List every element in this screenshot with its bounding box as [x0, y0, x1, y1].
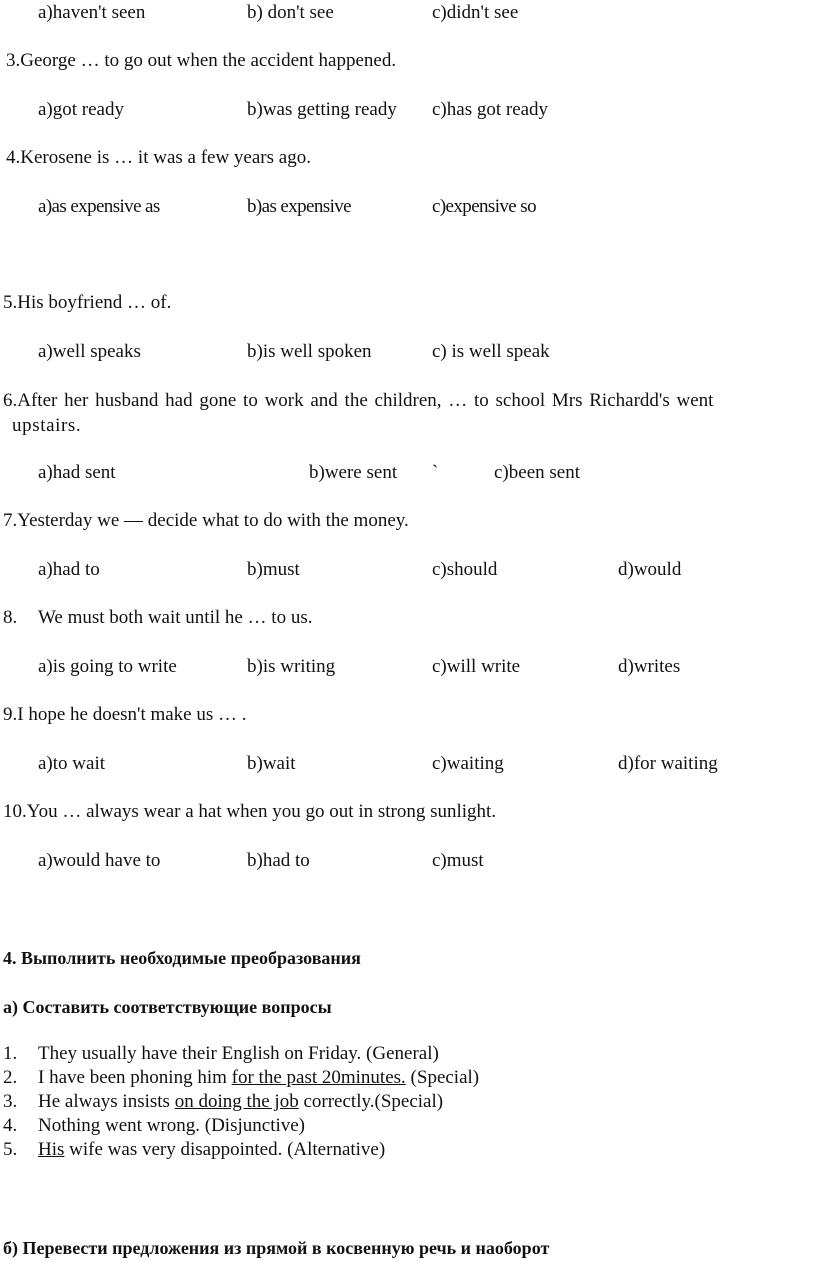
question-10: 10.You … always wear a hat when you go out in strong sunlight. [3, 801, 497, 822]
list-item-2-text-before: I have been phoning him [38, 1067, 232, 1088]
list-item-3-text-after: correctly.(Special) [298, 1091, 444, 1112]
q2-option-a: a)haven't seen [38, 2, 146, 23]
q7-option-b: b)must [247, 559, 300, 580]
list-item-5-underlined: His [38, 1139, 65, 1160]
q7-option-d: d)would [618, 559, 682, 580]
q9-option-b: b)wait [247, 753, 296, 774]
q7-option-c: c)should [432, 559, 498, 580]
list-item-1-number: 1. [3, 1043, 18, 1064]
q8-option-c: c)will write [432, 656, 521, 677]
list-item-5-number: 5. [3, 1139, 18, 1160]
q4-option-a: a)as expensive as [38, 196, 160, 217]
list-item-3-underlined: on doing the job [174, 1091, 299, 1112]
question-3: 3.George … to go out when the accident happened. [6, 50, 397, 71]
list-item-3-text-before: He always insists [38, 1091, 175, 1112]
q3-option-a: a)got ready [38, 99, 124, 120]
question-4: 4.Kerosene is … it was a few years ago. [6, 147, 311, 168]
question-6-line-2: upstairs. [12, 415, 82, 436]
list-item-1-text: They usually have their English on Friday. (General) [38, 1043, 439, 1064]
q6-option-c: c)been sent [494, 462, 580, 483]
q9-option-c: c)waiting [432, 753, 504, 774]
list-item-3-number: 3. [3, 1091, 18, 1112]
q9-option-d: d)for waiting [618, 753, 718, 774]
question-8-number: 8. [3, 607, 18, 628]
question-6-line-1: 6.After her husband had gone to work and the children, … to school Mrs Richardd's went [3, 390, 714, 411]
q9-option-a: a)to wait [38, 753, 106, 774]
list-item-4-text: Nothing went wrong. (Disjunctive) [38, 1115, 306, 1136]
list-item-4 [38, 1115, 305, 1137]
q6-stray-mark: ` [432, 462, 439, 483]
q3-option-c: c)has got ready [432, 99, 549, 120]
q5-option-c: c) is well speak [432, 341, 550, 362]
q2-option-b: b) don't see [247, 2, 334, 23]
section-4-heading: 4. Выполнить необходимые преобразования [3, 948, 361, 968]
q4-option-b: b)as expensive [247, 196, 351, 217]
question-8: We must both wait until he … to us. [38, 607, 313, 628]
section-4a-heading: а) Составить соответствующие вопросы [3, 997, 332, 1017]
q5-option-b: b)is well spoken [247, 341, 372, 362]
list-item-2 [38, 1067, 479, 1089]
list-item-2-underlined: for the past 20minutes. [231, 1067, 406, 1088]
list-item-4-number: 4. [3, 1115, 18, 1136]
q5-option-a: a)well speaks [38, 341, 141, 362]
list-item-3 [38, 1091, 443, 1113]
q2-option-c: c)didn't see [432, 2, 519, 23]
question-9: 9.I hope he doesn't make us … . [3, 704, 247, 725]
list-item-2-number: 2. [3, 1067, 18, 1088]
list-item-5 [38, 1139, 385, 1161]
q6-option-a: a)had sent [38, 462, 116, 483]
q8-option-b: b)is writing [247, 656, 336, 677]
q10-option-a: a)would have to [38, 850, 161, 871]
q8-option-d: d)writes [618, 656, 681, 677]
q3-option-b: b)was getting ready [247, 99, 397, 120]
q8-option-a: a)is going to write [38, 656, 177, 677]
q4-option-c: c)expensive so [432, 196, 536, 217]
list-item-2-text-after: (Special) [405, 1067, 480, 1088]
question-7: 7.Yesterday we — decide what to do with the money. [3, 510, 409, 531]
list-item-5-text-after: wife was very disappointed. (Alternative) [64, 1139, 386, 1160]
q10-option-c: c)must [432, 850, 484, 871]
question-5: 5.His boyfriend … of. [3, 292, 172, 313]
q10-option-b: b)had to [247, 850, 310, 871]
list-item-1 [38, 1043, 439, 1065]
section-4b-heading: б) Перевести предложения из прямой в косвенную речь и наоборот [3, 1238, 550, 1258]
q7-option-a: a)had to [38, 559, 100, 580]
q6-option-b: b)were sent [309, 462, 398, 483]
